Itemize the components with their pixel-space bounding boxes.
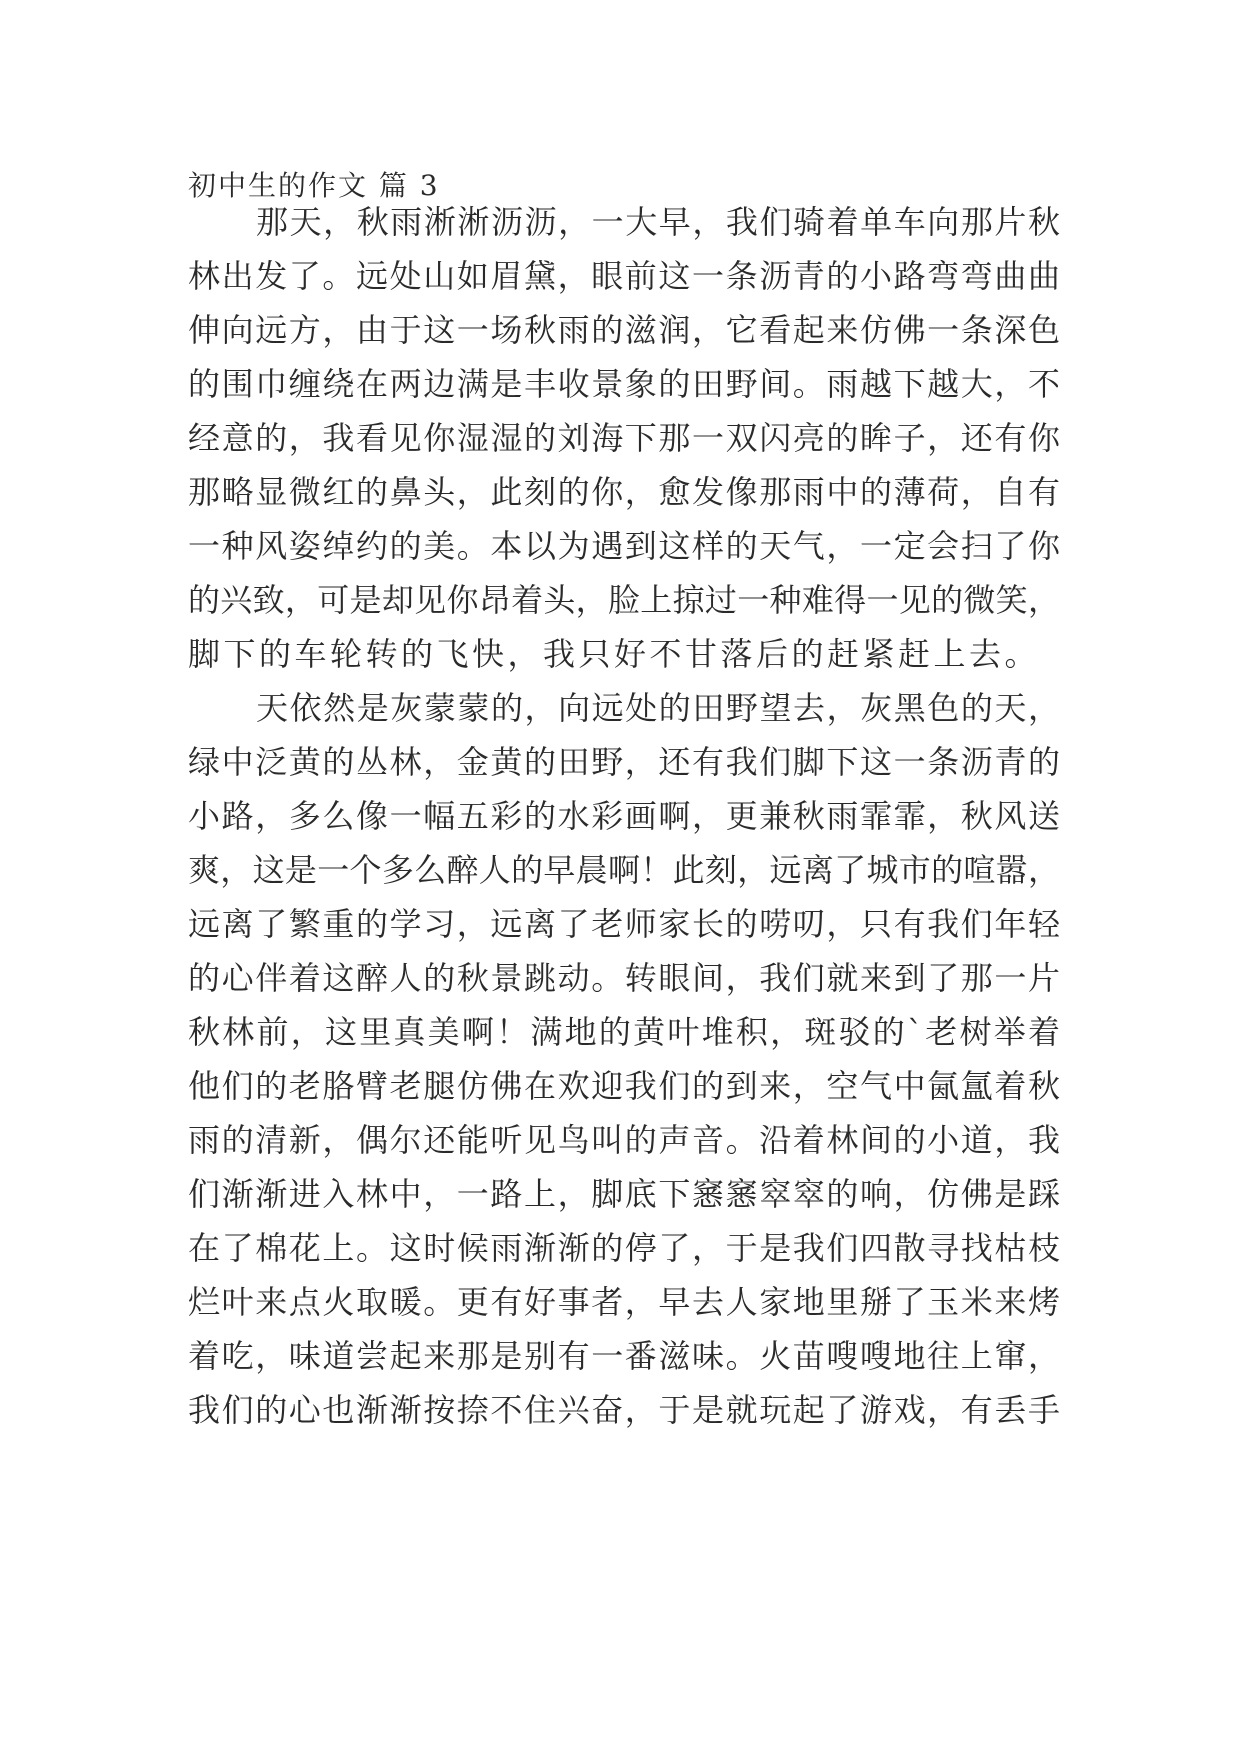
paragraph-2-line: 天依然是灰蒙蒙的，向远处的田野望去，灰黑色的天， [256, 689, 1060, 727]
paragraph-2-line: 烂叶来点火取暖。更有好事者，早去人家地里掰了玉米来烤 [188, 1283, 1060, 1321]
paragraph-1-line: 林出发了。远处山如眉黛，眼前这一条沥青的小路弯弯曲曲 [188, 257, 1060, 295]
paragraph-1-line: 的围巾缠绕在两边满是丰收景象的田野间。雨越下越大，不 [188, 365, 1060, 403]
paragraph-2-line: 着吃，味道尝起来那是别有一番滋味。火苗嗖嗖地往上窜， [188, 1337, 1060, 1375]
paragraph-2-line: 爽，这是一个多么醉人的早晨啊！此刻，远离了城市的喧嚣， [188, 851, 1060, 889]
paragraph-1-line: 那略显微红的鼻头，此刻的你，愈发像那雨中的薄荷，自有 [188, 473, 1060, 511]
paragraph-2-line: 远离了繁重的学习，远离了老师家长的唠叨，只有我们年轻 [188, 905, 1060, 943]
paragraph-2-line: 的心伴着这醉人的秋景跳动。转眼间，我们就来到了那一片 [188, 959, 1060, 997]
paragraph-1-line: 那天，秋雨淅淅沥沥，一大早，我们骑着单车向那片秋 [256, 203, 1060, 241]
paragraph-2-line: 小路，多么像一幅五彩的水彩画啊，更兼秋雨霏霏，秋风送 [188, 797, 1060, 835]
paragraph-1-line: 的兴致，可是却见你昂着头，脸上掠过一种难得一见的微笑， [188, 581, 1060, 619]
page-title: 初中生的作文 篇 3 [188, 169, 440, 202]
paragraph-2-line: 我们的心也渐渐按捺不住兴奋，于是就玩起了游戏，有丢手 [188, 1391, 1060, 1429]
paragraph-2-line: 秋林前，这里真美啊！满地的黄叶堆积，斑驳的`老树举着 [188, 1013, 1060, 1051]
paragraph-2-line: 雨的清新，偶尔还能听见鸟叫的声音。沿着林间的小道，我 [188, 1121, 1060, 1159]
paragraph-2-line: 在了棉花上。这时候雨渐渐的停了，于是我们四散寻找枯枝 [188, 1229, 1060, 1267]
paragraph-1-line: 伸向远方，由于这一场秋雨的滋润，它看起来仿佛一条深色 [188, 311, 1060, 349]
paragraph-1-line: 经意的，我看见你湿湿的刘海下那一双闪亮的眸子，还有你 [188, 419, 1060, 457]
paragraph-1-line: 一种风姿绰约的美。本以为遇到这样的天气，一定会扫了你 [188, 527, 1060, 565]
paragraph-1-line: 脚下的车轮转的飞快，我只好不甘落后的赶紧赶上去。 [188, 635, 1041, 673]
paragraph-2-line: 绿中泛黄的丛林，金黄的田野，还有我们脚下这一条沥青的 [188, 743, 1060, 781]
paragraph-2-line: 他们的老胳臂老腿仿佛在欢迎我们的到来，空气中氤氲着秋 [188, 1067, 1060, 1105]
paragraph-2-line: 们渐渐进入林中，一路上，脚底下窸窸窣窣的响，仿佛是踩 [188, 1175, 1060, 1213]
